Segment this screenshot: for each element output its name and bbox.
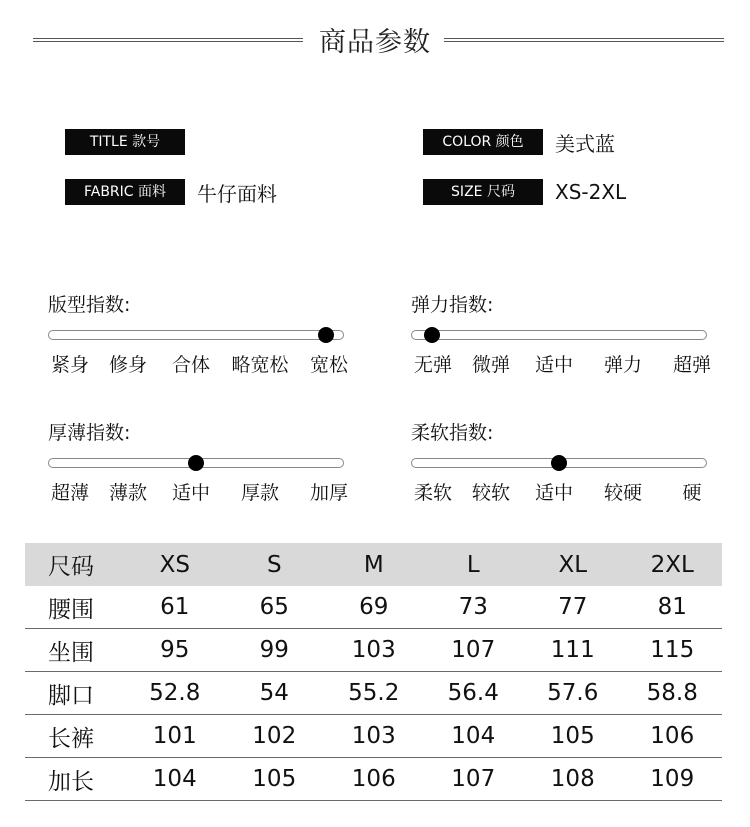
table-cell: 111: [550, 637, 595, 663]
spec-size-tag: SIZE 尺码: [423, 179, 543, 205]
softness-index-level: 较软: [471, 482, 511, 504]
table-cell: 61: [160, 594, 190, 620]
header-cell: S: [266, 551, 282, 578]
table-cell: 102: [252, 723, 297, 749]
fit-index-level: 略宽松: [231, 354, 289, 376]
table-cell: 99: [259, 637, 289, 663]
softness-index-title: 柔软指数:: [411, 422, 494, 444]
table-cell: 69: [359, 594, 389, 620]
table-cell: 101: [152, 723, 197, 749]
thickness-index-level: 厚款: [240, 482, 280, 504]
table-cell: 55.2: [348, 680, 400, 706]
table-cell: 81: [657, 594, 687, 620]
table-cell: 58.8: [646, 680, 698, 706]
elastic-index-track: [411, 330, 707, 340]
elastic-index-level: 无弹: [413, 354, 453, 376]
softness-index-marker: [551, 455, 567, 471]
header-divider-right: [444, 38, 724, 42]
header-cell: L: [466, 551, 480, 578]
section-header: [0, 18, 750, 62]
softness-index-level: 较硬: [603, 482, 643, 504]
fit-index-level: 宽松: [309, 354, 349, 376]
spec-color-tag: COLOR 颜色: [423, 129, 543, 155]
elastic-index-level: 弹力: [603, 354, 643, 376]
row-label: 腰围: [48, 596, 94, 623]
softness-index-level: 适中: [534, 482, 574, 504]
table-cell: 104: [451, 723, 496, 749]
header-cell: M: [363, 551, 384, 578]
fit-index-level: 合体: [171, 354, 211, 376]
table-cell: 65: [259, 594, 289, 620]
elastic-index-marker: [424, 327, 440, 343]
fit-index: [48, 290, 348, 385]
row-label: 脚口: [48, 682, 94, 709]
row-label: 长裤: [48, 725, 94, 752]
spec-size: [423, 178, 626, 206]
table-cell: 56.4: [447, 680, 499, 706]
thickness-index-level: 超薄: [50, 482, 90, 504]
table-cell: 104: [152, 766, 197, 792]
table-cell: 57.6: [547, 680, 599, 706]
spec-fabric-tag: FABRIC 面料: [65, 179, 185, 205]
table-cell: 106: [650, 723, 695, 749]
elastic-index-level: 超弹: [672, 354, 712, 376]
header-cell: 2XL: [650, 551, 694, 578]
spec-color-value: 美式蓝: [555, 131, 615, 156]
spec-size-value: XS-2XL: [555, 180, 627, 204]
table-cell: 106: [351, 766, 396, 792]
spec-title-tag: TITLE 款号: [65, 129, 185, 155]
size-table: [25, 543, 722, 801]
table-cell: 73: [458, 594, 488, 620]
table-cell: 52.8: [149, 680, 201, 706]
softness-index-level: 硬: [682, 482, 702, 504]
fit-index-marker: [318, 327, 334, 343]
table-row: [25, 715, 722, 758]
softness-index: [411, 418, 711, 513]
thickness-index-level: 薄款: [108, 482, 148, 504]
elastic-index: [411, 290, 711, 385]
table-cell: 95: [160, 637, 190, 663]
row-label: 坐围: [48, 639, 94, 666]
size-table-header: [25, 543, 722, 586]
spec-fabric: [65, 178, 277, 206]
thickness-index: [48, 418, 348, 513]
table-cell: 107: [451, 637, 496, 663]
spec-color: [423, 128, 615, 156]
fit-index-title: 版型指数:: [48, 294, 131, 316]
header-cell: XS: [159, 551, 190, 578]
header-cell: 尺码: [48, 554, 94, 580]
table-row: [25, 629, 722, 672]
header-cell: XL: [558, 551, 588, 578]
spec-title: [65, 128, 197, 156]
table-cell: 108: [550, 766, 595, 792]
table-row: [25, 758, 722, 801]
table-row: [25, 672, 722, 715]
thickness-index-title: 厚薄指数:: [48, 422, 131, 444]
thickness-index-marker: [188, 455, 204, 471]
table-cell: 105: [252, 766, 297, 792]
spec-fabric-value: 牛仔面料: [197, 181, 277, 206]
fit-index-level: 修身: [108, 354, 148, 376]
table-cell: 54: [259, 680, 289, 706]
row-label: 加长: [48, 768, 94, 795]
table-cell: 107: [451, 766, 496, 792]
table-cell: 109: [650, 766, 695, 792]
page-title: 商品参数: [319, 27, 431, 58]
table-cell: 105: [550, 723, 595, 749]
table-cell: 103: [351, 637, 396, 663]
table-cell: 115: [650, 637, 695, 663]
thickness-index-level: 加厚: [309, 482, 349, 504]
table-cell: 77: [558, 594, 588, 620]
elastic-index-title: 弹力指数:: [411, 294, 494, 316]
table-cell: 103: [351, 723, 396, 749]
softness-index-level: 柔软: [413, 482, 453, 504]
thickness-index-level: 适中: [171, 482, 211, 504]
table-row: [25, 586, 722, 629]
elastic-index-level: 微弹: [471, 354, 511, 376]
elastic-index-level: 适中: [534, 354, 574, 376]
fit-index-level: 紧身: [50, 354, 90, 376]
fit-index-track: [48, 330, 344, 340]
